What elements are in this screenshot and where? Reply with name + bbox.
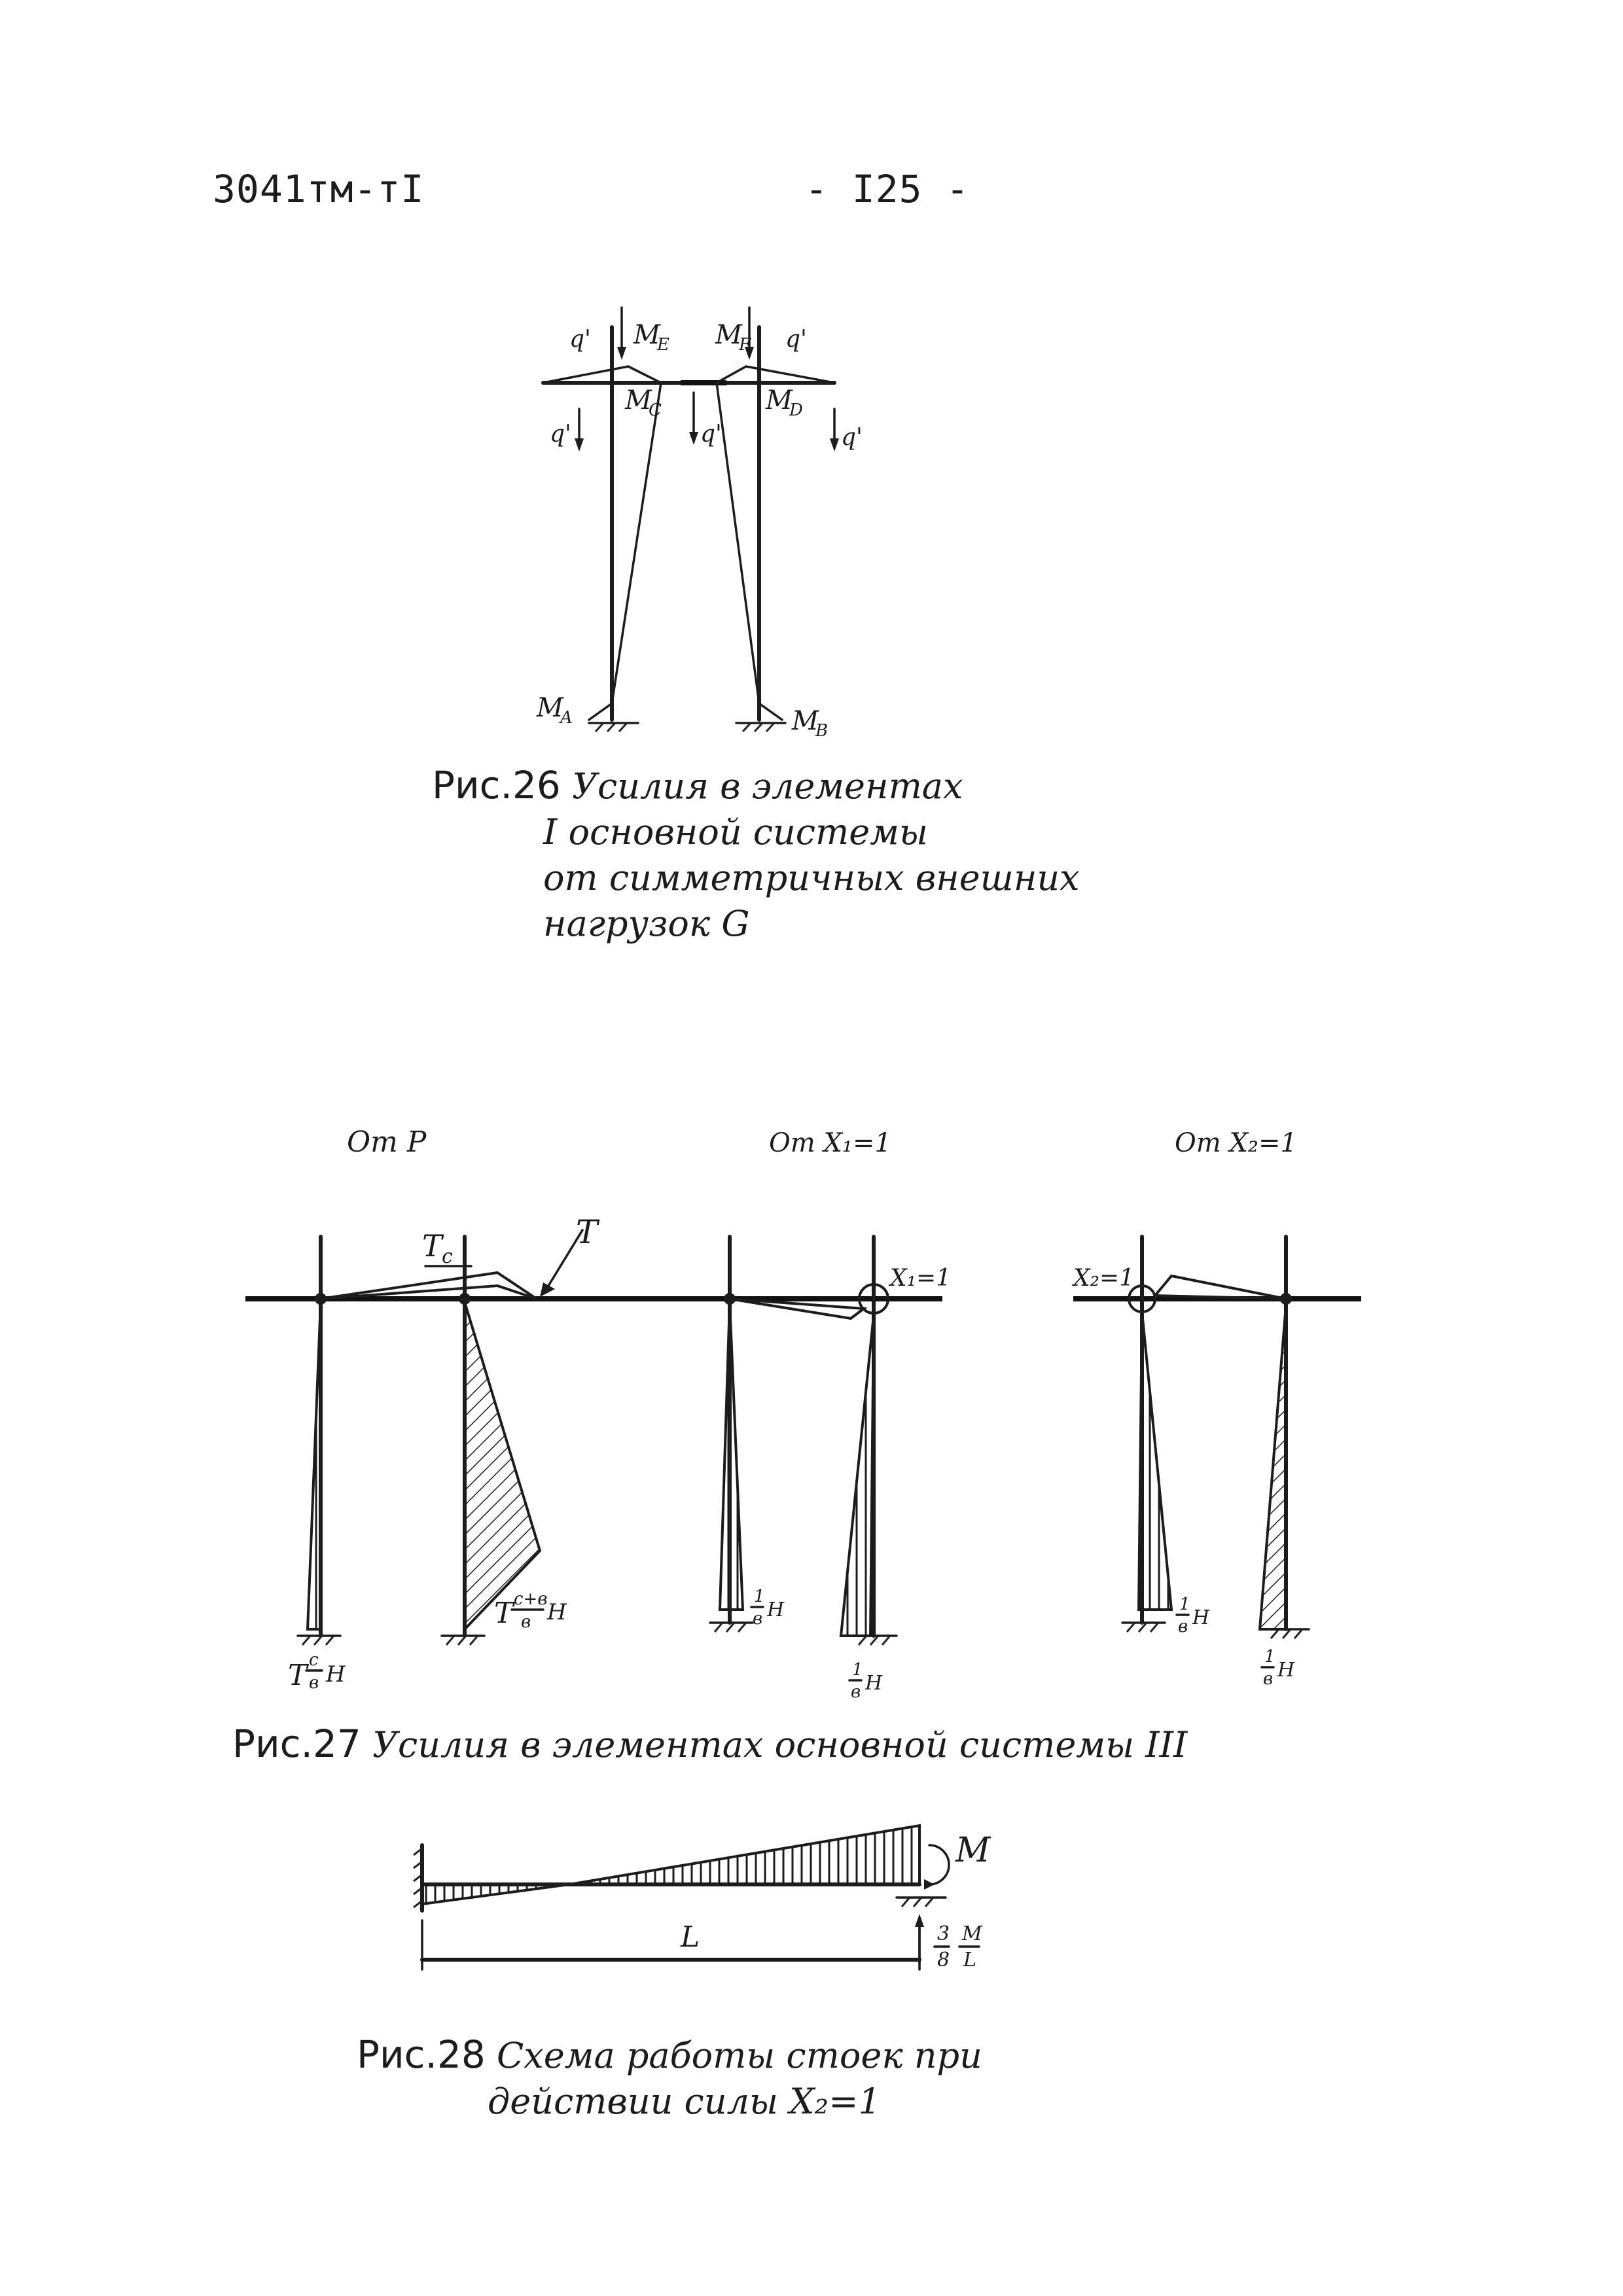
fig26-support-left bbox=[589, 723, 638, 732]
fig27-label-x2-node: X₂=1 bbox=[1073, 1265, 1135, 1292]
fig28-caption-line-1: Схема работы стоек при bbox=[496, 2035, 982, 2076]
fig27-x1-right-h: H bbox=[865, 1672, 883, 1695]
fig27-diagram-p bbox=[245, 1230, 668, 1645]
fig27-title-x2: От X₂=1 bbox=[1175, 1128, 1297, 1158]
fig26-caption-line-1: Усилия в элементах bbox=[571, 766, 963, 807]
fig28-moment-negative bbox=[422, 1884, 569, 1904]
fig28-reaction-b-den: L bbox=[963, 1949, 976, 1971]
fig26-label-me: M bbox=[633, 320, 660, 350]
fig26-caption bbox=[432, 762, 1080, 947]
fig27-x2-right-frac-den: в bbox=[1263, 1669, 1274, 1689]
fig26-label-mf: M bbox=[715, 320, 742, 350]
fig27-label-x1-node: X₁=1 bbox=[890, 1265, 952, 1292]
fig26-moment-right bbox=[717, 366, 834, 720]
fig28-reaction-a-num: 3 bbox=[937, 1922, 950, 1945]
fig27-x2-left-frac-den: в bbox=[1178, 1617, 1188, 1636]
fig26-label-ma-sub: A bbox=[560, 708, 573, 728]
fig28-caption bbox=[357, 2032, 982, 2125]
fig26-caption-number: Рис.26 bbox=[432, 763, 561, 807]
fig26-label-mb-sub: B bbox=[815, 721, 829, 741]
fig27-x1-left-frac-num: 1 bbox=[754, 1587, 765, 1606]
fig27-label-t-left: T bbox=[288, 1659, 308, 1692]
fig27-diagram-x2 bbox=[1073, 1237, 1361, 1638]
fig27-label-t-right-den: в bbox=[521, 1612, 531, 1632]
fig27-x2-right-frac-num: 1 bbox=[1264, 1647, 1275, 1667]
fig27-label-t-left-num: c bbox=[309, 1650, 319, 1670]
fig27-title-p: От P bbox=[347, 1125, 427, 1159]
fig26-caption-line-3: от симметричных внешних bbox=[543, 857, 1080, 898]
fig27-label-t-left-h: H bbox=[326, 1661, 346, 1687]
fig27-x1-left-frac-den: в bbox=[753, 1609, 763, 1629]
fig27-label-t-right-num: c+в bbox=[514, 1589, 548, 1609]
fig28-label-m: M bbox=[955, 1831, 991, 1870]
fig27-label-tc-sub: c bbox=[442, 1245, 453, 1268]
fig27-title-x1: От X₁=1 bbox=[769, 1128, 891, 1158]
fig26-support-right bbox=[736, 723, 785, 732]
fig28-caption-number: Рис.28 bbox=[357, 2032, 486, 2077]
document-code: 3041тм-тI bbox=[213, 167, 425, 211]
fig28-label-span: L bbox=[681, 1920, 700, 1954]
fig26-moment-left bbox=[543, 366, 661, 720]
fig26-label-md-sub: D bbox=[789, 400, 803, 420]
fig27-label-t-right: T bbox=[494, 1597, 514, 1630]
fig27-x2-left-h: H bbox=[1192, 1606, 1210, 1629]
fig26-label-q-top-left: q' bbox=[569, 326, 591, 353]
fig26-label-q-bottom-left: q' bbox=[550, 421, 571, 448]
fig26-label-md: M bbox=[766, 385, 793, 415]
fig26-label-q-bottom-right: q' bbox=[841, 424, 863, 451]
fig28-caption-line-2: действии силы X₂=1 bbox=[488, 2081, 881, 2122]
fig27-x1-right-frac-num: 1 bbox=[852, 1660, 863, 1680]
fig27-label-t-right-h: H bbox=[547, 1599, 567, 1625]
fig27-x2-left-frac-num: 1 bbox=[1179, 1595, 1190, 1614]
fig26-label-q-top-right: q' bbox=[785, 326, 807, 353]
fig26-label-ma: M bbox=[537, 693, 563, 723]
fig26-label-mf-sub: F bbox=[739, 335, 751, 355]
fig26-caption-line-4: нагрузок G bbox=[543, 903, 750, 944]
fig27-x1-left-h: H bbox=[767, 1598, 785, 1621]
fig26-frame-diagram bbox=[543, 308, 839, 732]
fig26-label-mb: M bbox=[792, 706, 819, 736]
fig28-reaction-b-num: M bbox=[962, 1922, 982, 1945]
fig27-label-tc: T bbox=[422, 1228, 442, 1263]
fig26-caption-line-2: I основной системы bbox=[543, 811, 928, 853]
fig27-caption-number: Рис.27 bbox=[232, 1722, 361, 1766]
fig27-x1-right-frac-den: в bbox=[851, 1682, 861, 1702]
fig27-diagram-x1 bbox=[668, 1237, 942, 1645]
fig27-label-t-left-den: в bbox=[309, 1673, 319, 1693]
fig26-label-mc: M bbox=[625, 385, 652, 415]
fig27-label-t-arrow: T bbox=[576, 1213, 598, 1251]
fig26-label-mc-sub: C bbox=[649, 400, 662, 420]
fig27-x2-right-h: H bbox=[1277, 1659, 1295, 1682]
fig28-moment-positive bbox=[569, 1826, 919, 1884]
fig27-caption bbox=[232, 1721, 1187, 1768]
fig28-reaction-a-den: 8 bbox=[937, 1949, 950, 1971]
fig27-caption-text: Усилия в элементах основной системы III bbox=[372, 1724, 1188, 1765]
page-number: - I25 - bbox=[805, 167, 970, 211]
fig28-moment-arc bbox=[929, 1845, 949, 1884]
fig26-label-me-sub: E bbox=[657, 335, 669, 355]
fig26-label-q-mid: q' bbox=[700, 421, 722, 448]
